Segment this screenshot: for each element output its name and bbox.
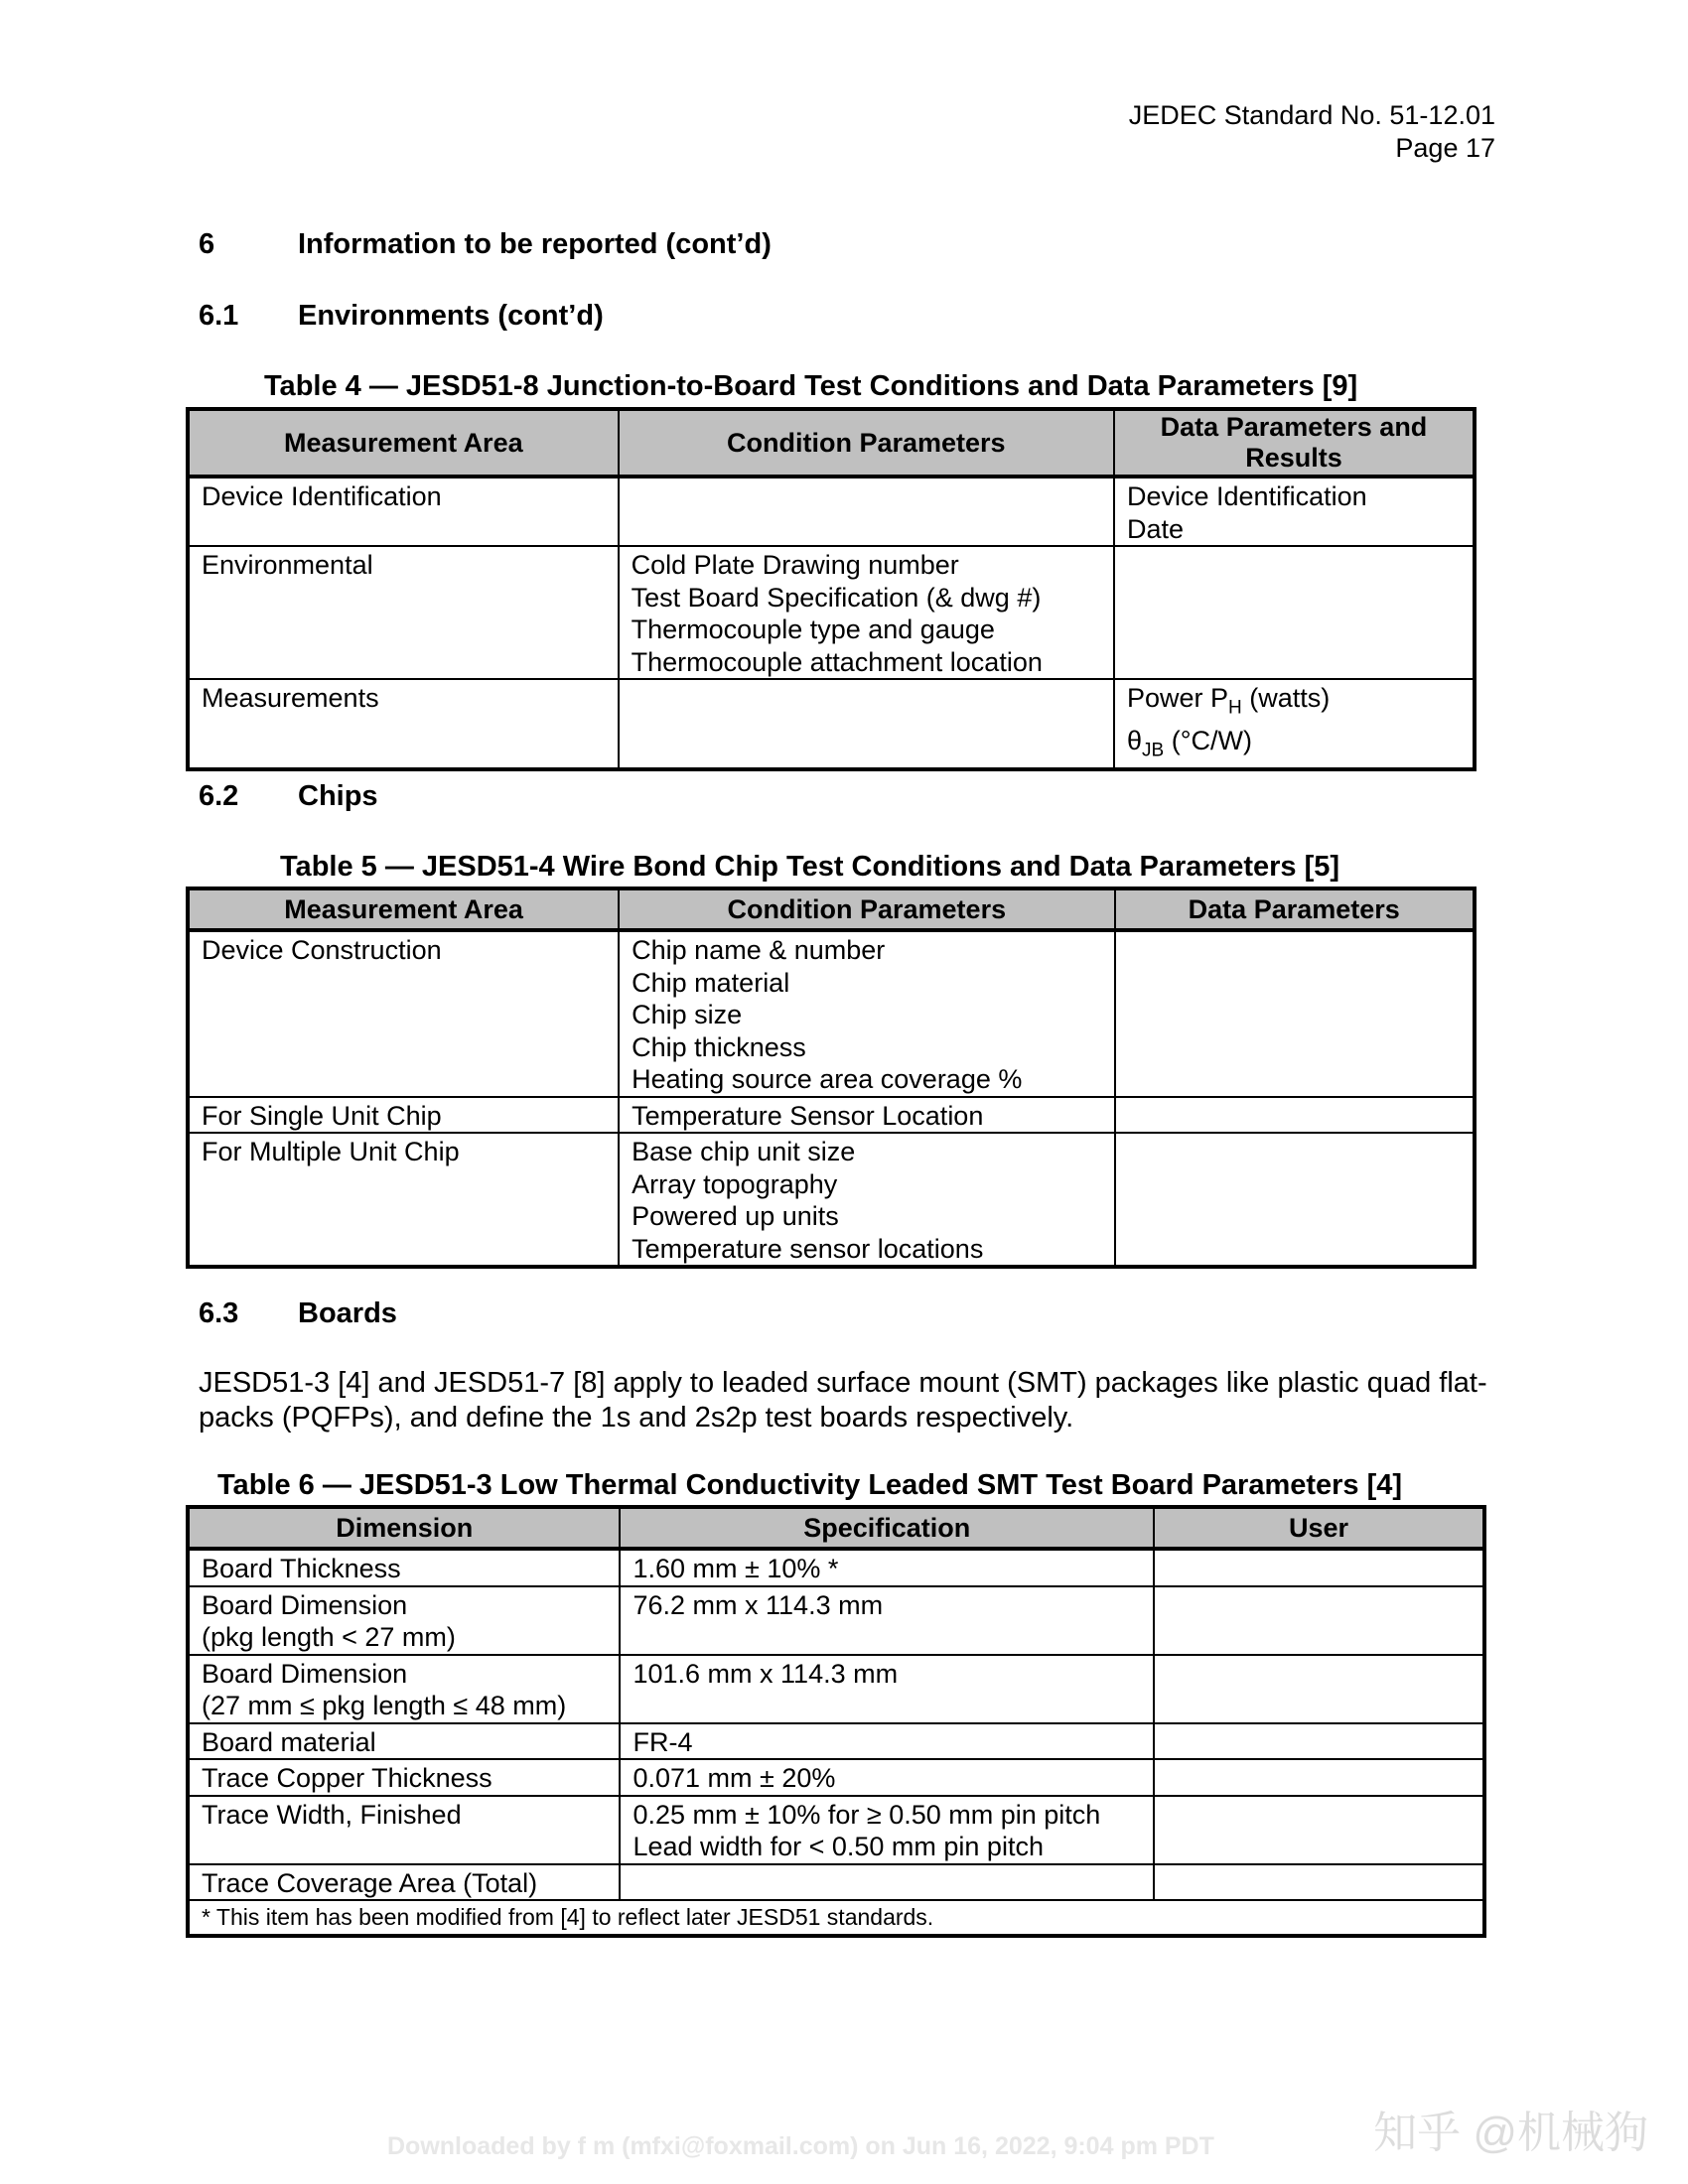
data-cell: [1114, 546, 1475, 679]
conditions-cell: Temperature Sensor Location: [619, 1097, 1114, 1134]
table-5: [186, 887, 1477, 1269]
dimension-cell: Board Dimension (pkg length < 27 mm): [188, 1586, 620, 1655]
table-4: [186, 407, 1477, 771]
dimension-cell: Board material: [188, 1723, 620, 1760]
table-row: [188, 1549, 1484, 1586]
user-cell: [1154, 1586, 1484, 1655]
dimension-cell: Board Dimension (27 mm ≤ pkg length ≤ 48 mm): [188, 1655, 620, 1723]
table-4-caption: Table 4 — JESD51-8 Junction-to-Board Test Conditions and Data Parameters [9]: [264, 370, 1358, 402]
column-header: Data Parameters: [1115, 888, 1476, 930]
spec-cell: 0.071 mm ± 20%: [620, 1759, 1153, 1796]
section-6-3-heading: [199, 1297, 397, 1330]
table-row: [188, 1655, 1484, 1723]
data-cell: [1114, 679, 1475, 769]
spec-cell: [620, 1864, 1153, 1901]
dimension-cell: Trace Width, Finished: [188, 1796, 620, 1864]
table-row: [188, 546, 1475, 679]
column-header: Data Parameters and Results: [1114, 409, 1475, 477]
dimension-cell: Board Thickness: [188, 1549, 620, 1586]
page-number: Page 17: [1395, 133, 1495, 163]
area-cell: Measurements: [188, 679, 619, 769]
user-cell: [1154, 1796, 1484, 1864]
area-cell: Device Identification: [188, 477, 619, 546]
section-6-1-heading: [199, 300, 604, 333]
conditions-cell: [619, 477, 1114, 546]
page-header: [1129, 99, 1495, 165]
column-header: Condition Parameters: [619, 409, 1114, 477]
table-row: [188, 1097, 1475, 1134]
table-row: [188, 1864, 1484, 1901]
conditions-cell: Chip name & number Chip material Chip size Chip thickness Heating source area coverage %: [619, 930, 1114, 1097]
boards-paragraph: JESD51-3 [4] and JESD51-7 [8] apply to leaded surface mount (SMT) packages like plastic quad flat-packs (PQFPs), and define the 1s and 2s2p test boards respectively.: [199, 1367, 1487, 1433]
area-cell: Environmental: [188, 546, 619, 679]
area-cell: For Single Unit Chip: [188, 1097, 619, 1134]
column-header: Condition Parameters: [619, 888, 1114, 930]
table-row: [188, 1133, 1475, 1267]
user-cell: [1154, 1655, 1484, 1723]
table-row: [188, 1586, 1484, 1655]
brand-watermark: 知乎 @机械狗: [1373, 2109, 1648, 2157]
area-cell: For Multiple Unit Chip: [188, 1133, 619, 1267]
section-title: Information to be reported (cont’d): [298, 228, 772, 260]
user-cell: [1154, 1759, 1484, 1796]
section-6-2-heading: [199, 780, 378, 813]
section-title: Environments (cont’d): [298, 300, 604, 332]
table-footnote: * This item has been modified from [4] to reflect later JESD51 standards.: [188, 1900, 1484, 1936]
table-row: [188, 679, 1475, 769]
data-cell: Device Identification Date: [1114, 477, 1475, 546]
user-cell: [1154, 1549, 1484, 1586]
user-cell: [1154, 1864, 1484, 1901]
table-row: [188, 1759, 1484, 1796]
power-parameter: Power $P_H$ (watts): [1126, 683, 1331, 719]
spec-cell: FR-4: [620, 1723, 1153, 1760]
table-6: [186, 1505, 1486, 1938]
download-watermark: Downloaded by f m (mfxi@foxmail.com) on Jun 16, 2022, 9:04 pm PDT: [387, 2132, 1214, 2160]
column-header: Dimension: [188, 1507, 620, 1549]
section-number: 6.3: [199, 1297, 239, 1329]
table-row: [188, 477, 1475, 546]
dimension-cell: Trace Coverage Area (Total): [188, 1864, 620, 1901]
table-6-caption: Table 6 — JESD51-3 Low Thermal Conductivity Leaded SMT Test Board Parameters [4]: [217, 1469, 1403, 1501]
user-cell: [1154, 1723, 1484, 1760]
section-6-heading: [199, 228, 772, 261]
conditions-cell: [619, 679, 1114, 769]
data-cell: [1115, 1133, 1476, 1267]
spec-cell: 0.25 mm ± 10% for ≥ 0.50 mm pin pitch Lead width for < 0.50 mm pin pitch: [620, 1796, 1153, 1864]
section-number: 6.2: [199, 780, 239, 812]
column-header: User: [1154, 1507, 1484, 1549]
conditions-cell: Base chip unit size Array topography Powered up units Temperature sensor locations: [619, 1133, 1114, 1267]
table-row: [188, 1723, 1484, 1760]
section-title: Boards: [298, 1297, 397, 1329]
theta-jb-parameter: $\theta_{JB}$ (°C/W): [1126, 725, 1252, 761]
data-cell: [1115, 1097, 1476, 1134]
conditions-cell: Cold Plate Drawing number Test Board Specification (& dwg #) Thermocouple type and gauge Thermocouple attachment location: [619, 546, 1114, 679]
column-header: Measurement Area: [188, 888, 619, 930]
table-5-caption: Table 5 — JESD51-4 Wire Bond Chip Test Conditions and Data Parameters [5]: [280, 851, 1340, 883]
standard-number: JEDEC Standard No. 51-12.01: [1128, 100, 1495, 130]
table-row: [188, 1796, 1484, 1864]
table-row: [188, 930, 1475, 1097]
spec-cell: 101.6 mm x 114.3 mm: [620, 1655, 1153, 1723]
section-number: 6.1: [199, 300, 239, 332]
area-cell: Device Construction: [188, 930, 619, 1097]
section-title: Chips: [298, 780, 378, 812]
column-header: Measurement Area: [188, 409, 619, 477]
dimension-cell: Trace Copper Thickness: [188, 1759, 620, 1796]
spec-cell: 1.60 mm ± 10% *: [620, 1549, 1153, 1586]
column-header: Specification: [620, 1507, 1153, 1549]
data-cell: [1115, 930, 1476, 1097]
section-number: 6: [199, 228, 215, 260]
footnote-row: [188, 1900, 1484, 1936]
spec-cell: 76.2 mm x 114.3 mm: [620, 1586, 1153, 1655]
